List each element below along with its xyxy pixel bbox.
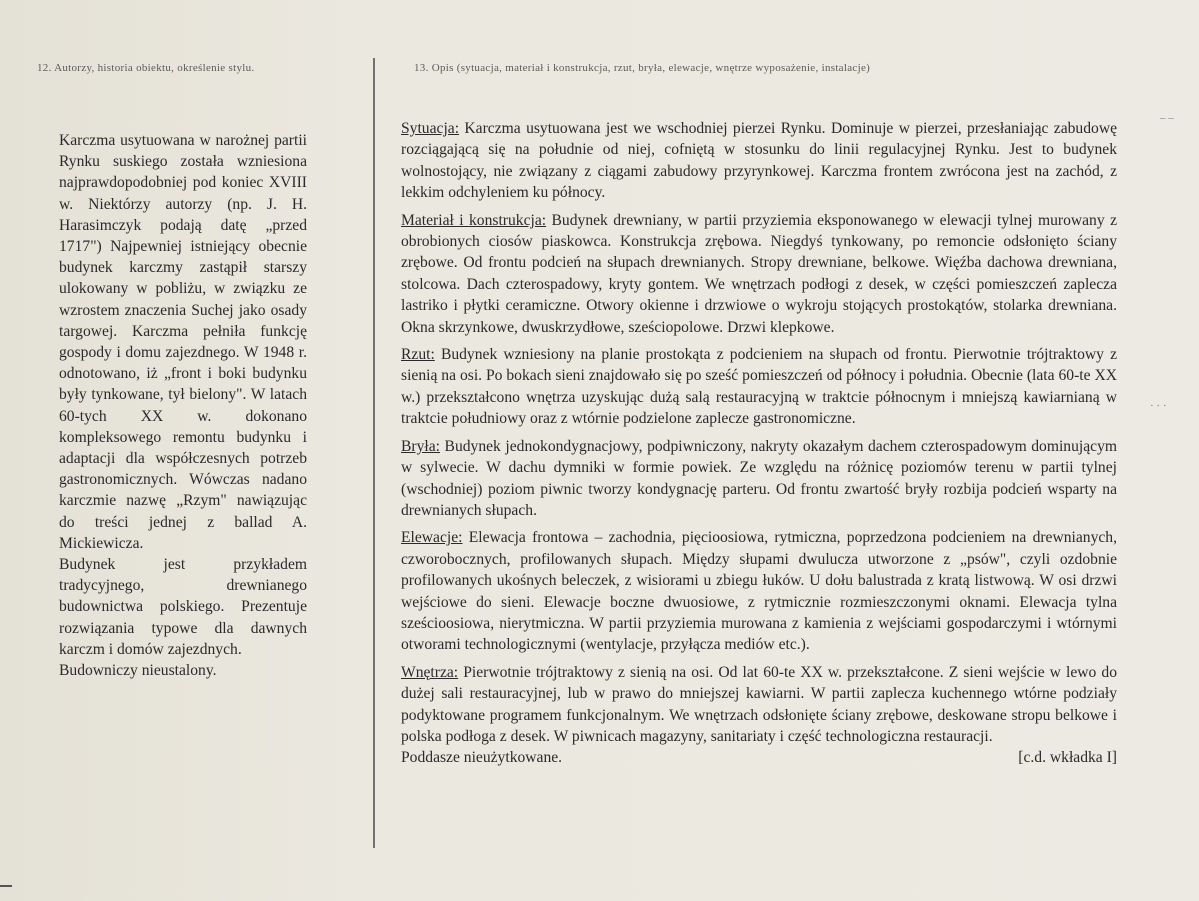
section-sytuacja (401, 118, 1117, 204)
wnetrza-last-line (401, 747, 1117, 768)
builder-paragraph: Budowniczy nieustalony. (59, 662, 217, 680)
material-text: Budynek drewniany, w partii przyziemia eksponowanego w elewacji tylnej murowany z obrobionych ciosów piaskowca. Konstrukcja zrębowa. Niegdyś tynkowany, po remoncie odsłonięto ściany zrębowe. Od frontu podcień na słupach drewnianych. Stropy drewniane, belkowe. Więźba dachowa drewniana, stolcowa. Dach czterospadowy, kryty gontem. We wnętrzach podłogi z desek, w części pomieszczeń zaplecza lastriko i płytki ceramiczne. Otwory okienne i drzwiowe o wykroju stojących prostokątów, stolarka drewniana. Okna skrzynkowe, dwuskrzydłowe, sześciopolowe. Drzwi klepkowe. (401, 211, 1117, 336)
section-elewacje (401, 527, 1117, 655)
bryla-label: Bryła: (401, 437, 440, 455)
sytuacja-label: Sytuacja: (401, 120, 460, 137)
style-paragraph: Budynek jest przykładem tradycyjnego, drewnianego budownictwa polskiego. Prezentuje rozwiązania typowe dla dawnych karczm i domów zajezdnych. (59, 556, 307, 658)
continuation-note: [c.d. wkładka I] (1018, 749, 1117, 767)
section-rzut (401, 344, 1117, 430)
section-wnetrza (401, 662, 1117, 769)
column-divider (373, 58, 375, 848)
edge-mark (0, 885, 12, 887)
rzut-text: Budynek wzniesiony na planie prostokąta z podcieniem na słupach od frontu. Pierwotnie trójtraktowy z sienią na osi. Po bokach sieni znajdowało się po sześć pomieszczeń od północy i południa. Obecnie (lata 60-te XX w.) przekształcono wnętrza uzyskując dużą salą restauracyjną w traktcie północnym i mniejszą kawiarnianą w traktcie południowy oraz z wtórnie podzielone zaplecze gastronomiczne. (401, 346, 1117, 428)
wnetrza-label: Wnętrza: (401, 663, 459, 681)
bryla-text: Budynek jednokondygnacjowy, podpiwniczony, nakryty okazałym dachem czterospadowym dominującym w sylwecie. W dachu dymniki w formie powiek. Ze względu na różnicę poziomów terenu w partii tylnej (wschodniej) poziom piwnic tworzy kondygnację parteru. Od frontu zwartość bryły rozbija podcień wsparty na drewnianych słupach. (401, 437, 1118, 519)
section-material (401, 210, 1117, 338)
description-column (401, 118, 1117, 775)
wnetrza-last-text: Poddasze nieużytkowane. (401, 749, 563, 767)
material-label: Materiał i konstrukcja: (401, 211, 547, 229)
section-13-header: 13. Opis (sytuacja, materiał i konstrukcja, rzut, bryła, elewacje, wnętrze wyposażenie, instalacje) (414, 62, 871, 74)
elewacje-text: Elewacja frontowa – zachodnia, pięcioosiowa, rytmiczna, poprzedzona podcieniem na drewnianych, czworobocznych, profilowanych słupach. Między słupami dwulucza utworzone z „psów", czyli ozdobnie profilowanych ukośnych beleczek, z wisiorami u zbiegu łuków. U dołu balustrada z kratą listwową. W osi drzwi wejściowe do sieni. Elewacje boczne dwuosiowe, z rytmicznie rozmieszczonymi oknami. Elewacja tylna sześcioosiowa, nierytmiczna. W partii przyziemia murowana z kamienia z wejściami gospodarczymi i wtórnymi otworami technologicznymi (wentylacje, przyłącza mediów etc.). (401, 529, 1118, 654)
history-column (59, 130, 307, 681)
edge-mark: · · · (1150, 400, 1167, 412)
sytuacja-text: Karczma usytuowana jest we wschodniej pierzei Rynku. Dominuje w pierzei, przesłaniając zabudowę rozciągającą się na południe od niej, cofniętą w stosunku do linii regulacyjnej Rynku. Jest to budynek wolnostojący, nie związany z ciągami zabudowy przyrynkowej. Karczma frontem zwrócona jest na zachód, z lekkim odchyleniem ku północy. (401, 120, 1117, 202)
edge-mark: – – (1160, 112, 1174, 124)
history-paragraph: Karczma usytuowana w narożnej partii Rynku suskiego została wzniesiona najprawdopodobniej pod koniec XVIII w. Niektórzy autorzy (np. J. H. Harasimczyk podają datę „przed 1717") Najpewniej istniejący obecnie budynek karczmy zastąpił starszy ulokowany w pobliżu, w związku ze wzrostem znaczenia Suchej jako osady targowej. Karczma pełniła funkcję gospody i domu zajezdnego. W 1948 r. odnotowano, iż „front i boki budynku były tynkowane, tył bielony". W latach 60-tych XX w. dokonano kompleksowego remontu budynku i adaptacji dla współczesnych potrzeb gastronomicznych. Wówczas nadano karczmie nazwę „Rzym" nawiązując do treści jednej z ballad A. Mickiewicza. (59, 132, 307, 552)
elewacje-label: Elewacje: (401, 529, 463, 547)
wnetrza-text: Pierwotnie trójtraktowy z sienią na osi. Od lat 60-te XX w. przekształcone. Z sieni wejście w lewo do dużej sali restauracyjnej, lub w prawo do mniejszej kawiarni. W partii zaplecza kuchennego wtórne podziały podyktowane programem funkcjonalnym. We wnętrzach odsłonięte ściany zrębowe, deskowane stropu belkowe i polska podłoga z desek. W piwnicach magazyny, sanitariaty i część technologiczna restauracji. (401, 663, 1117, 745)
section-12-header: 12. Autorzy, historia obiektu, określenie stylu. (37, 62, 255, 74)
rzut-label: Rzut: (401, 346, 435, 364)
section-bryla (401, 436, 1117, 522)
